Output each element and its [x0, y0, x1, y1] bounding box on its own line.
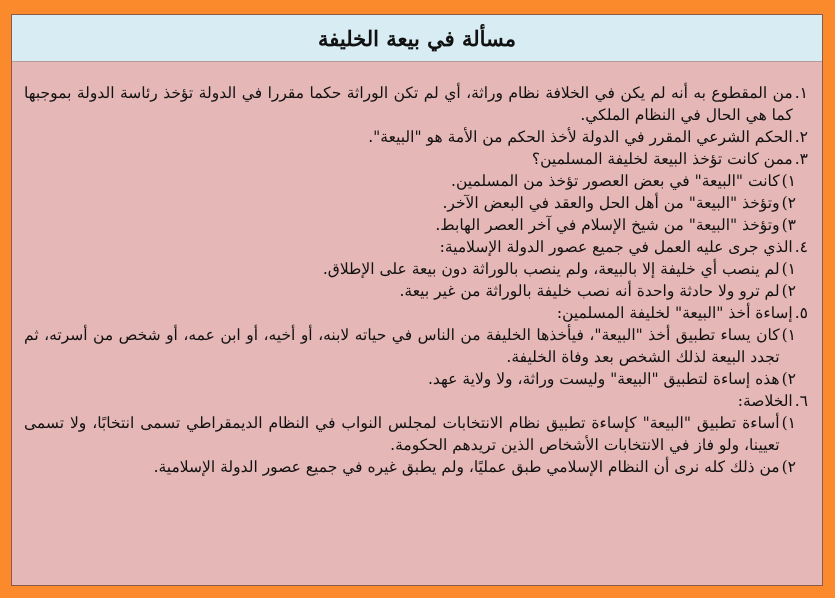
item-number: ٢.	[794, 128, 808, 146]
item-text: إساءة أخذ "البيعة" لخليفة المسلمين:	[556, 304, 793, 322]
sub-item-number: ١)	[781, 260, 796, 278]
sub-item-text: من ذلك كله نرى أن النظام الإسلامي طبق عمليًا، ولم يطبق غيره في جميع عصور الدولة الإسلامية.	[153, 458, 780, 476]
sub-item-text: كانت "البيعة" في بعض العصور تؤخذ من المسلمين.	[451, 172, 780, 190]
list-item	[24, 390, 808, 412]
list-item	[24, 302, 808, 324]
sub-list-item	[24, 412, 808, 456]
list-item	[24, 126, 808, 148]
sub-list-item	[24, 280, 808, 302]
item-number: ٤.	[794, 238, 808, 256]
sub-item-number: ٢)	[781, 282, 796, 300]
sub-item-number: ١)	[781, 172, 796, 190]
sub-item-text: لم ينصب أي خليفة إلا بالبيعة، ولم ينصب بالوراثة دون بيعة على الإطلاق.	[322, 260, 780, 278]
document-card	[11, 14, 823, 586]
sub-item-number: ٢)	[781, 370, 796, 388]
item-text: الحكم الشرعي المقرر في الدولة لأخذ الحكم من الأمة هو "البيعة".	[368, 128, 793, 146]
sub-item-text: هذه إساءة لتطبيق "البيعة" وليست وراثة، ولا ولاية عهد.	[427, 370, 780, 388]
sub-list-item	[24, 324, 808, 368]
list-item	[24, 236, 808, 258]
sub-list-item	[24, 214, 808, 236]
item-text: الذي جرى عليه العمل في جميع عصور الدولة الإسلامية:	[439, 238, 793, 256]
sub-item-text: وتؤخذ "البيعة" من شيخ الإسلام في آخر العصر الهابط.	[435, 216, 780, 234]
sub-list-item	[24, 170, 808, 192]
sub-list-item	[24, 368, 808, 390]
sub-list-item	[24, 258, 808, 280]
item-number: ٥.	[794, 304, 808, 322]
content-list	[12, 62, 822, 478]
sub-item-number: ١)	[781, 414, 796, 432]
sub-item-text: أساءة تطبيق "البيعة" كإساءة تطبيق نظام الانتخابات لمجلس النواب في النظام الديمقراطي تسمى انتخابًا، ولا تسمى تعيينا، ولو فاز في الانتخابات الأشخاص الذين تريدهم الحكومة.	[24, 414, 780, 454]
sub-item-text: كان يساء تطبيق أخذ "البيعة"، فيأخذها الخليفة من الناس في حياته لابنه، أو أخيه، أو ابن عمه، أو شخص من أسرته، ثم تجدد البيعة لذلك الشخص بعد وفاة الخليفة.	[24, 326, 780, 366]
list-item	[24, 82, 808, 126]
sub-item-text: لم ترو ولا حادثة واحدة أنه نصب خليفة بالوراثة من غير بيعة.	[399, 282, 780, 300]
item-number: ٦.	[794, 392, 808, 410]
sub-item-number: ١)	[781, 326, 796, 344]
sub-item-number: ٢)	[781, 194, 796, 212]
item-text: ممن كانت تؤخذ البيعة لخليفة المسلمين؟	[531, 150, 793, 168]
item-text: الخلاصة:	[737, 392, 793, 410]
sub-list-item	[24, 192, 808, 214]
sub-list-item	[24, 456, 808, 478]
title-bar	[12, 15, 822, 62]
sub-item-number: ٢)	[781, 458, 796, 476]
sub-item-text: وتؤخذ "البيعة" من أهل الحل والعقد في البعض الآخر.	[442, 194, 780, 212]
list-item	[24, 148, 808, 170]
item-number: ١.	[794, 84, 808, 102]
item-number: ٣.	[794, 150, 808, 168]
sub-item-number: ٣)	[781, 216, 796, 234]
item-text: من المقطوع به أنه لم يكن في الخلافة نظام وراثة، أي لم تكن الوراثة حكما مقررا في الدولة تؤخذ رئاسة الدولة بموجبها كما هي الحال في النظام الملكي.	[24, 84, 793, 124]
page-title: مسألة في بيعة الخليفة	[317, 25, 517, 51]
